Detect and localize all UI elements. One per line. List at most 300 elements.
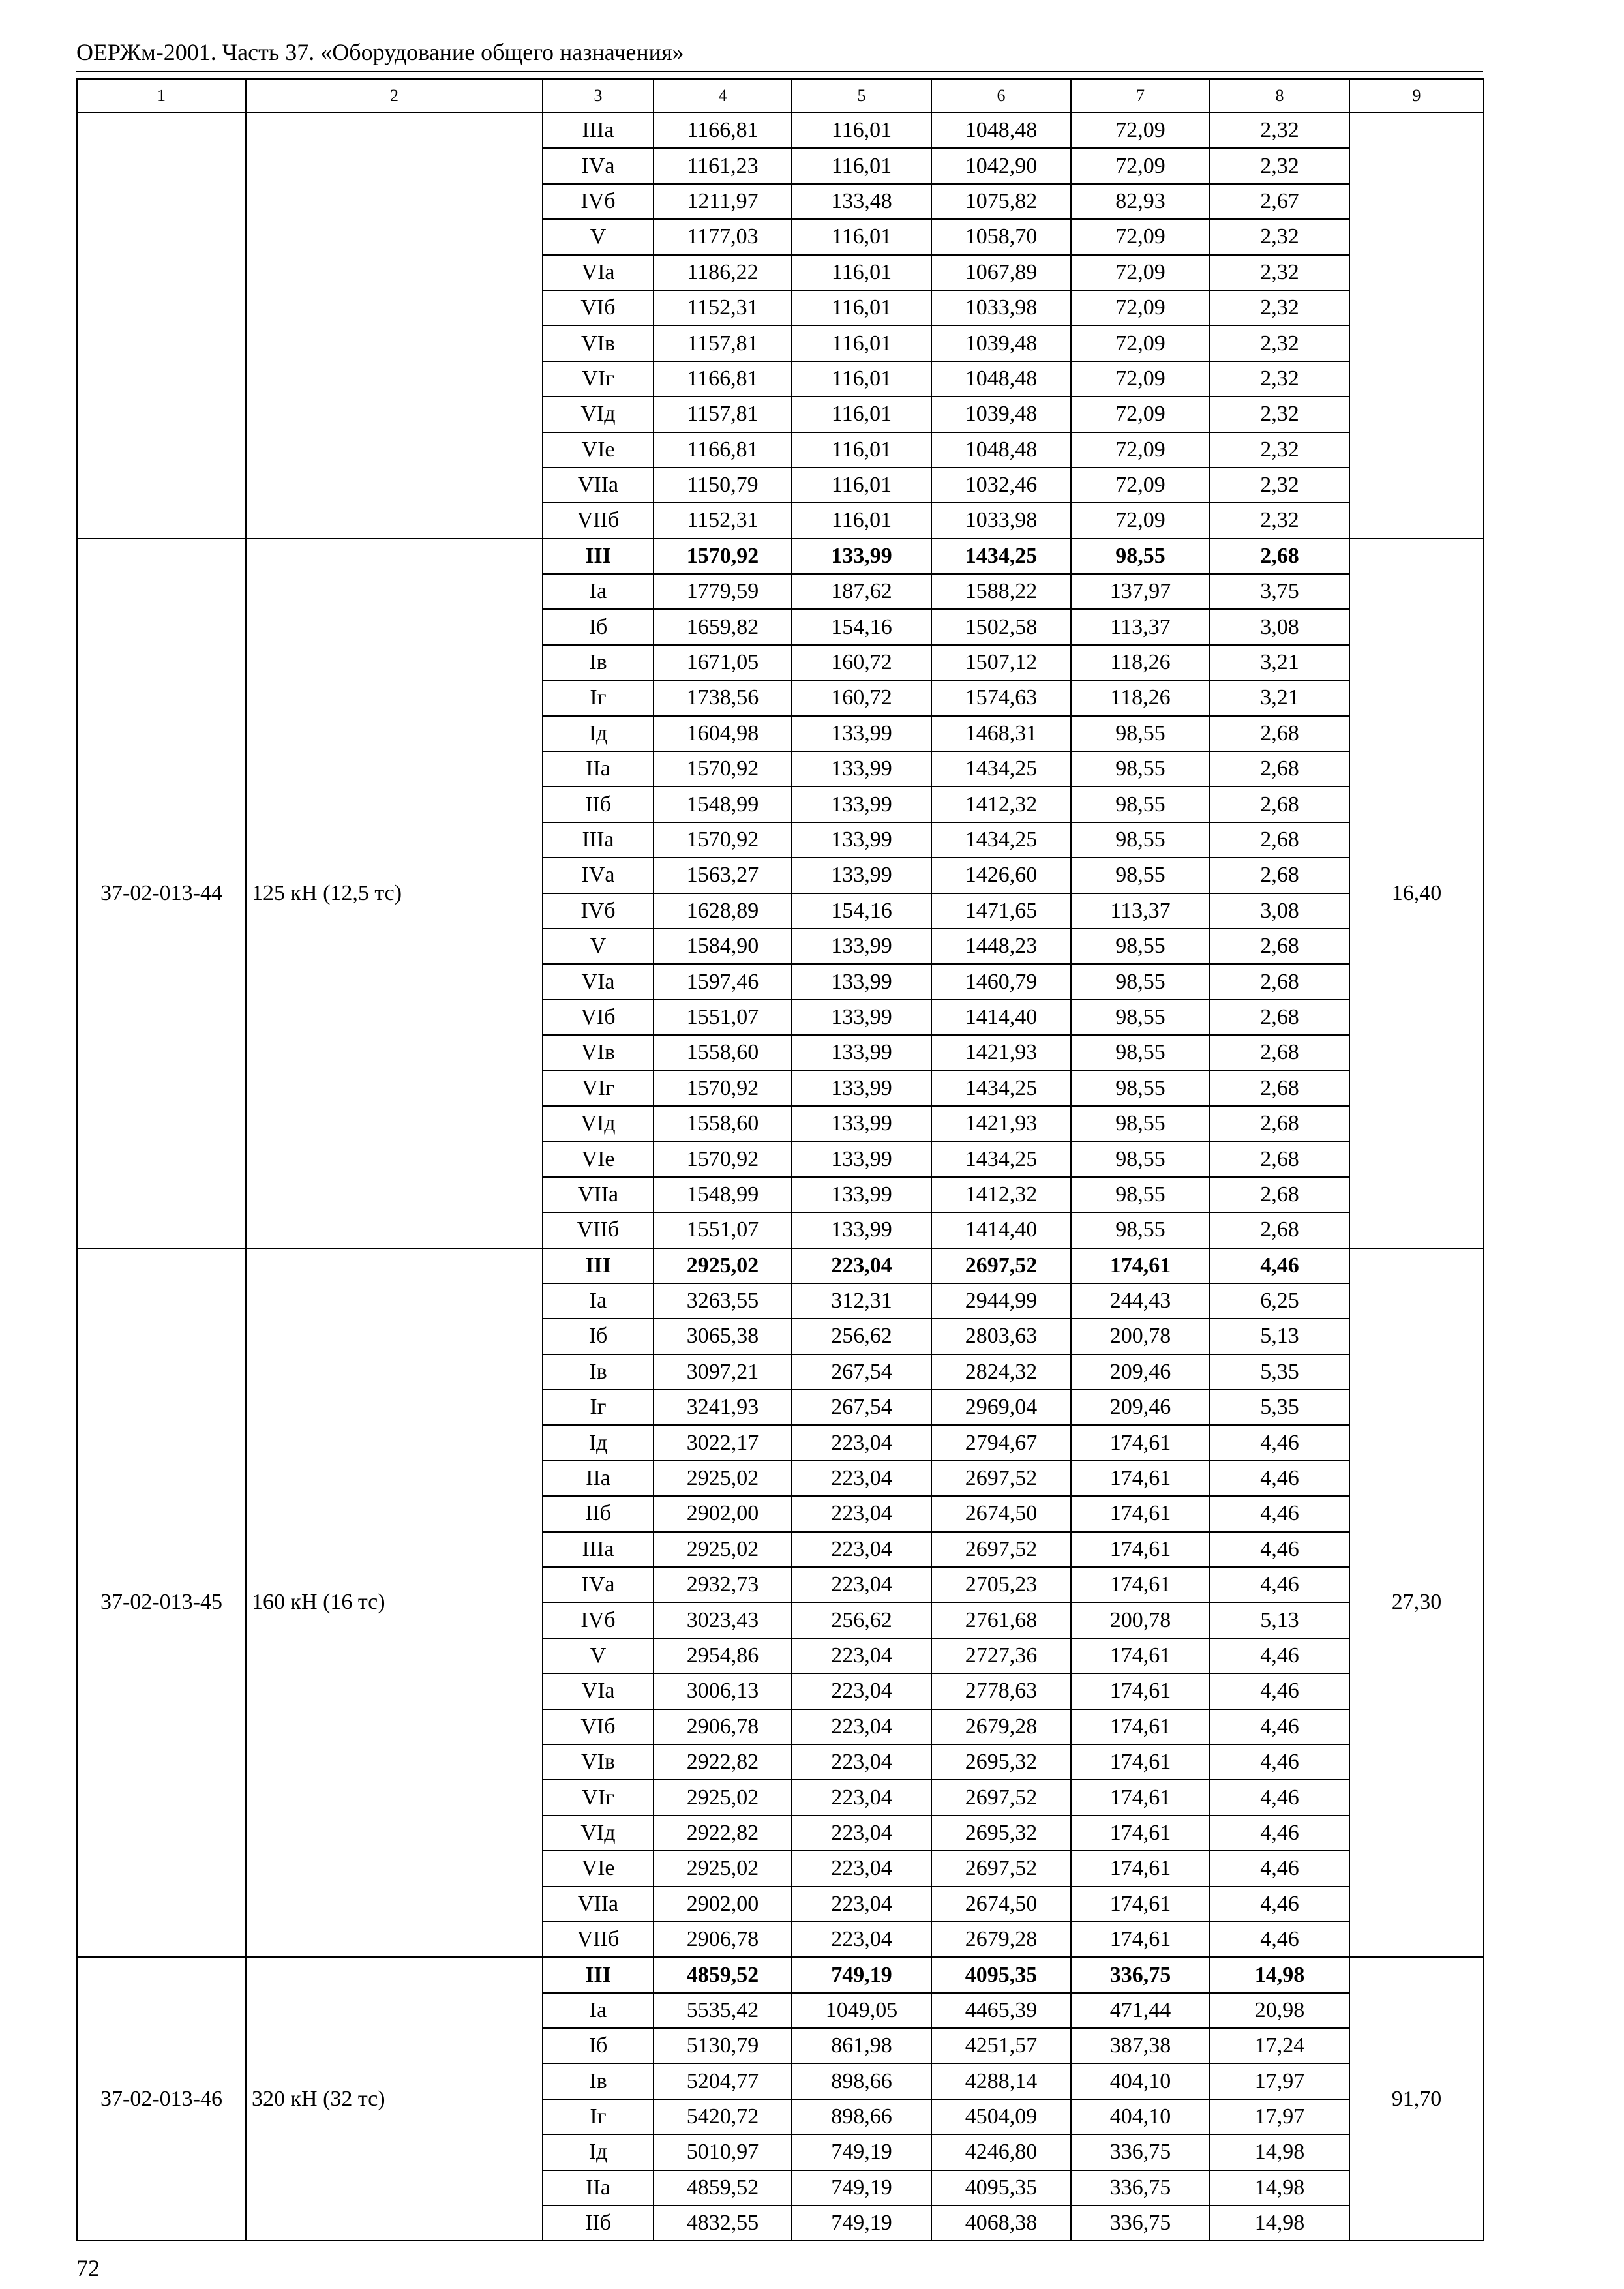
value-cell: 2932,73	[654, 1567, 792, 1602]
value-cell: 3263,55	[654, 1283, 792, 1319]
value-cell: 174,61	[1071, 1816, 1210, 1851]
value-cell: 2803,63	[931, 1319, 1071, 1354]
value-cell: 2695,32	[931, 1816, 1071, 1851]
value-cell: 2697,52	[931, 1780, 1071, 1815]
value-cell: 72,09	[1071, 290, 1210, 325]
value-cell: 3,08	[1210, 609, 1349, 644]
value-cell: 72,09	[1071, 113, 1210, 148]
value-cell: 6,25	[1210, 1283, 1349, 1319]
value-cell: 3,21	[1210, 680, 1349, 715]
variant-cell: VIе	[543, 432, 654, 468]
value-cell: 3241,93	[654, 1390, 792, 1425]
value-cell: 1738,56	[654, 680, 792, 715]
total-cell	[1349, 113, 1484, 539]
value-cell: 133,99	[792, 786, 931, 822]
value-cell: 116,01	[792, 468, 931, 503]
value-cell: 98,55	[1071, 1035, 1210, 1070]
total-cell: 27,30	[1349, 1248, 1484, 1958]
value-cell: 1570,92	[654, 1141, 792, 1176]
value-cell: 1471,65	[931, 893, 1071, 929]
value-cell: 2,68	[1210, 786, 1349, 822]
value-cell: 2,68	[1210, 929, 1349, 964]
value-cell: 2,32	[1210, 219, 1349, 254]
variant-cell: III	[543, 539, 654, 574]
value-cell: 2,32	[1210, 148, 1349, 183]
value-cell: 2,32	[1210, 468, 1349, 503]
value-cell: 336,75	[1071, 2206, 1210, 2241]
value-cell: 1421,93	[931, 1106, 1071, 1141]
variant-cell: VIIб	[543, 503, 654, 538]
value-cell: 116,01	[792, 148, 931, 183]
value-cell: 1049,05	[792, 1993, 931, 2028]
value-cell: 2902,00	[654, 1887, 792, 1922]
value-cell: 4832,55	[654, 2206, 792, 2241]
value-cell: 98,55	[1071, 929, 1210, 964]
value-cell: 5010,97	[654, 2134, 792, 2170]
value-cell: 1570,92	[654, 822, 792, 858]
value-cell: 861,98	[792, 2028, 931, 2063]
value-cell: 133,99	[792, 1106, 931, 1141]
value-cell: 3,08	[1210, 893, 1349, 929]
variant-cell: IVа	[543, 1567, 654, 1602]
page-header-title: ОЕРЖм-2001. Часть 37. «Оборудование общего назначения»	[76, 39, 684, 65]
value-cell: 2906,78	[654, 1922, 792, 1957]
value-cell: 1039,48	[931, 396, 1071, 432]
value-cell: 133,99	[792, 1212, 931, 1248]
value-cell: 174,61	[1071, 1248, 1210, 1283]
value-cell: 2906,78	[654, 1709, 792, 1744]
value-cell: 4,46	[1210, 1638, 1349, 1673]
value-cell: 118,26	[1071, 645, 1210, 680]
value-cell: 3,21	[1210, 645, 1349, 680]
value-cell: 1414,40	[931, 1000, 1071, 1035]
value-cell: 1671,05	[654, 645, 792, 680]
value-cell: 14,98	[1210, 2134, 1349, 2170]
value-cell: 223,04	[792, 1851, 931, 1886]
value-cell: 116,01	[792, 361, 931, 396]
value-cell: 116,01	[792, 290, 931, 325]
variant-cell: V	[543, 929, 654, 964]
value-cell: 174,61	[1071, 1567, 1210, 1602]
value-cell: 2902,00	[654, 1496, 792, 1531]
value-cell: 1434,25	[931, 539, 1071, 574]
value-cell: 223,04	[792, 1673, 931, 1709]
value-cell: 133,99	[792, 716, 931, 751]
variant-cell: Iг	[543, 2099, 654, 2134]
value-cell: 20,98	[1210, 1993, 1349, 2028]
variant-cell: Iв	[543, 1354, 654, 1390]
value-cell: 98,55	[1071, 751, 1210, 786]
value-cell: 4,46	[1210, 1709, 1349, 1744]
value-cell: 174,61	[1071, 1851, 1210, 1886]
value-cell: 72,09	[1071, 468, 1210, 503]
variant-cell: VIб	[543, 1000, 654, 1035]
variant-cell: IVа	[543, 858, 654, 893]
value-cell: 1412,32	[931, 1177, 1071, 1212]
value-cell: 223,04	[792, 1887, 931, 1922]
variant-cell: IVа	[543, 148, 654, 183]
value-cell: 2,68	[1210, 1212, 1349, 1248]
variant-cell: IIIа	[543, 113, 654, 148]
value-cell: 1152,31	[654, 290, 792, 325]
value-cell: 72,09	[1071, 361, 1210, 396]
value-cell: 160,72	[792, 680, 931, 715]
value-cell: 1548,99	[654, 1177, 792, 1212]
value-cell: 2,68	[1210, 822, 1349, 858]
table-body	[77, 79, 1484, 2241]
value-cell: 5,35	[1210, 1354, 1349, 1390]
value-cell: 133,99	[792, 751, 931, 786]
value-cell: 200,78	[1071, 1319, 1210, 1354]
value-cell: 223,04	[792, 1532, 931, 1567]
variant-cell: VIIа	[543, 1177, 654, 1212]
variant-cell: VIд	[543, 1106, 654, 1141]
variant-cell: IIб	[543, 2206, 654, 2241]
value-cell: 223,04	[792, 1638, 931, 1673]
column-number: 6	[931, 79, 1071, 113]
value-cell: 1468,31	[931, 716, 1071, 751]
value-cell: 749,19	[792, 1957, 931, 1992]
value-cell: 133,99	[792, 964, 931, 999]
page-number: 72	[76, 2255, 100, 2281]
value-cell: 1157,81	[654, 325, 792, 361]
variant-cell: Iг	[543, 1390, 654, 1425]
value-cell: 3065,38	[654, 1319, 792, 1354]
value-cell: 1033,98	[931, 290, 1071, 325]
value-cell: 2761,68	[931, 1602, 1071, 1638]
variant-cell: Iб	[543, 2028, 654, 2063]
value-cell: 4,46	[1210, 1744, 1349, 1780]
value-cell: 2697,52	[931, 1248, 1071, 1283]
value-cell: 1211,97	[654, 184, 792, 219]
variant-cell: Iв	[543, 2063, 654, 2099]
value-cell: 3,75	[1210, 574, 1349, 609]
value-cell: 5,13	[1210, 1602, 1349, 1638]
value-cell: 133,99	[792, 858, 931, 893]
value-cell: 174,61	[1071, 1496, 1210, 1531]
value-cell: 1426,60	[931, 858, 1071, 893]
value-cell: 1186,22	[654, 255, 792, 290]
variant-cell: IIа	[543, 1461, 654, 1496]
value-cell: 4859,52	[654, 2170, 792, 2206]
value-cell: 98,55	[1071, 1141, 1210, 1176]
value-cell: 223,04	[792, 1461, 931, 1496]
value-cell: 98,55	[1071, 716, 1210, 751]
value-cell: 1412,32	[931, 786, 1071, 822]
variant-cell: VIг	[543, 1071, 654, 1106]
value-cell: 312,31	[792, 1283, 931, 1319]
value-cell: 174,61	[1071, 1922, 1210, 1957]
value-cell: 17,97	[1210, 2063, 1349, 2099]
value-cell: 2,32	[1210, 396, 1349, 432]
variant-cell: IVб	[543, 1602, 654, 1638]
value-cell: 98,55	[1071, 1106, 1210, 1141]
variant-cell: IIб	[543, 1496, 654, 1531]
value-cell: 256,62	[792, 1602, 931, 1638]
value-cell: 137,97	[1071, 574, 1210, 609]
header-rule	[76, 71, 1483, 72]
value-cell: 4,46	[1210, 1816, 1349, 1851]
value-cell: 336,75	[1071, 2134, 1210, 2170]
total-cell: 91,70	[1349, 1957, 1484, 2241]
value-cell: 1166,81	[654, 113, 792, 148]
value-cell: 1548,99	[654, 786, 792, 822]
value-cell: 98,55	[1071, 539, 1210, 574]
value-cell: 4095,35	[931, 2170, 1071, 2206]
variant-cell: VIг	[543, 1780, 654, 1815]
value-cell: 2,68	[1210, 1106, 1349, 1141]
value-cell: 2,68	[1210, 539, 1349, 574]
value-cell: 2,32	[1210, 255, 1349, 290]
value-cell: 98,55	[1071, 1000, 1210, 1035]
value-cell: 2,32	[1210, 113, 1349, 148]
value-cell: 1588,22	[931, 574, 1071, 609]
value-cell: 160,72	[792, 645, 931, 680]
variant-cell: VIв	[543, 325, 654, 361]
variant-cell: VIа	[543, 1673, 654, 1709]
value-cell: 5,13	[1210, 1319, 1349, 1354]
value-cell: 5535,42	[654, 1993, 792, 2028]
value-cell: 133,99	[792, 1035, 931, 1070]
value-cell: 1048,48	[931, 361, 1071, 396]
value-cell: 174,61	[1071, 1744, 1210, 1780]
variant-cell: IIIа	[543, 822, 654, 858]
variant-cell: IIа	[543, 751, 654, 786]
column-number: 3	[543, 79, 654, 113]
value-cell: 749,19	[792, 2170, 931, 2206]
variant-cell: VIб	[543, 290, 654, 325]
variant-cell: Iг	[543, 680, 654, 715]
value-cell: 2695,32	[931, 1744, 1071, 1780]
rate-code-cell: 37-02-013-45	[77, 1248, 246, 1958]
value-cell: 2925,02	[654, 1461, 792, 1496]
value-cell: 2,68	[1210, 751, 1349, 786]
variant-cell: Iа	[543, 1993, 654, 2028]
value-cell: 1502,58	[931, 609, 1071, 644]
value-cell: 2,68	[1210, 1141, 1349, 1176]
value-cell: 4,46	[1210, 1496, 1349, 1531]
value-cell: 256,62	[792, 1319, 931, 1354]
value-cell: 1448,23	[931, 929, 1071, 964]
value-cell: 223,04	[792, 1248, 931, 1283]
value-cell: 2,68	[1210, 716, 1349, 751]
value-cell: 4,46	[1210, 1922, 1349, 1957]
value-cell: 2925,02	[654, 1248, 792, 1283]
value-cell: 1434,25	[931, 1071, 1071, 1106]
variant-cell: VIе	[543, 1851, 654, 1886]
value-cell: 2925,02	[654, 1780, 792, 1815]
value-cell: 72,09	[1071, 396, 1210, 432]
value-cell: 17,97	[1210, 2099, 1349, 2134]
value-cell: 4504,09	[931, 2099, 1071, 2134]
value-cell: 1434,25	[931, 1141, 1071, 1176]
value-cell: 5,35	[1210, 1390, 1349, 1425]
value-cell: 1570,92	[654, 751, 792, 786]
value-cell: 4,46	[1210, 1248, 1349, 1283]
value-cell: 133,99	[792, 1177, 931, 1212]
variant-cell: VIд	[543, 396, 654, 432]
value-cell: 1414,40	[931, 1212, 1071, 1248]
value-cell: 2794,67	[931, 1425, 1071, 1460]
value-cell: 2697,52	[931, 1532, 1071, 1567]
table-row	[77, 1957, 1484, 1992]
value-cell: 223,04	[792, 1780, 931, 1815]
value-cell: 2824,32	[931, 1354, 1071, 1390]
value-cell: 1597,46	[654, 964, 792, 999]
value-cell: 1039,48	[931, 325, 1071, 361]
variant-cell: Iд	[543, 1425, 654, 1460]
value-cell: 336,75	[1071, 1957, 1210, 1992]
value-cell: 1042,90	[931, 148, 1071, 183]
variant-cell: IVб	[543, 893, 654, 929]
value-cell: 471,44	[1071, 1993, 1210, 2028]
value-cell: 267,54	[792, 1354, 931, 1390]
value-cell: 2,68	[1210, 1177, 1349, 1212]
value-cell: 5204,77	[654, 2063, 792, 2099]
value-cell: 133,99	[792, 1071, 931, 1106]
value-cell: 4859,52	[654, 1957, 792, 1992]
value-cell: 5130,79	[654, 2028, 792, 2063]
value-cell: 1048,48	[931, 113, 1071, 148]
value-cell: 1628,89	[654, 893, 792, 929]
value-cell: 4,46	[1210, 1673, 1349, 1709]
value-cell: 1058,70	[931, 219, 1071, 254]
value-cell: 898,66	[792, 2099, 931, 2134]
value-cell: 749,19	[792, 2134, 931, 2170]
variant-cell: IIIа	[543, 1532, 654, 1567]
rate-code-cell: 37-02-013-46	[77, 1957, 246, 2241]
value-cell: 133,99	[792, 1000, 931, 1035]
value-cell: 4288,14	[931, 2063, 1071, 2099]
value-cell: 4,46	[1210, 1780, 1349, 1815]
value-cell: 1574,63	[931, 680, 1071, 715]
value-cell: 1434,25	[931, 751, 1071, 786]
value-cell: 1460,79	[931, 964, 1071, 999]
variant-cell: IIа	[543, 2170, 654, 2206]
value-cell: 98,55	[1071, 1071, 1210, 1106]
variant-cell: Iд	[543, 2134, 654, 2170]
value-cell: 133,99	[792, 822, 931, 858]
value-cell: 2944,99	[931, 1283, 1071, 1319]
value-cell: 116,01	[792, 219, 931, 254]
value-cell: 404,10	[1071, 2099, 1210, 2134]
value-cell: 2954,86	[654, 1638, 792, 1673]
value-cell: 5420,72	[654, 2099, 792, 2134]
value-cell: 113,37	[1071, 893, 1210, 929]
value-cell: 133,99	[792, 929, 931, 964]
table-row	[77, 539, 1484, 574]
value-cell: 154,16	[792, 609, 931, 644]
variant-cell: III	[543, 1248, 654, 1283]
value-cell: 1166,81	[654, 361, 792, 396]
value-cell: 187,62	[792, 574, 931, 609]
value-cell: 1421,93	[931, 1035, 1071, 1070]
value-cell: 1161,23	[654, 148, 792, 183]
value-cell: 1032,46	[931, 468, 1071, 503]
value-cell: 133,99	[792, 1141, 931, 1176]
rate-name-cell: 125 кН (12,5 тс)	[246, 539, 543, 1248]
value-cell: 4095,35	[931, 1957, 1071, 1992]
value-cell: 2,32	[1210, 361, 1349, 396]
value-cell: 2679,28	[931, 1709, 1071, 1744]
value-cell: 1570,92	[654, 539, 792, 574]
value-cell: 2,68	[1210, 1071, 1349, 1106]
value-cell: 2925,02	[654, 1851, 792, 1886]
value-cell: 4,46	[1210, 1887, 1349, 1922]
value-cell: 404,10	[1071, 2063, 1210, 2099]
value-cell: 3097,21	[654, 1354, 792, 1390]
value-cell: 1604,98	[654, 716, 792, 751]
value-cell: 116,01	[792, 113, 931, 148]
value-cell: 2679,28	[931, 1922, 1071, 1957]
value-cell: 2727,36	[931, 1638, 1071, 1673]
variant-cell: VIIа	[543, 468, 654, 503]
value-cell: 72,09	[1071, 503, 1210, 538]
value-cell: 98,55	[1071, 964, 1210, 999]
value-cell: 98,55	[1071, 786, 1210, 822]
value-cell: 1166,81	[654, 432, 792, 468]
value-cell: 267,54	[792, 1390, 931, 1425]
value-cell: 1177,03	[654, 219, 792, 254]
value-cell: 223,04	[792, 1816, 931, 1851]
value-cell: 1434,25	[931, 822, 1071, 858]
value-cell: 2,68	[1210, 1035, 1349, 1070]
value-cell: 3023,43	[654, 1602, 792, 1638]
value-cell: 223,04	[792, 1709, 931, 1744]
variant-cell: Iа	[543, 574, 654, 609]
value-cell: 1563,27	[654, 858, 792, 893]
variant-cell: VIе	[543, 1141, 654, 1176]
variant-cell: Iб	[543, 1319, 654, 1354]
variant-cell: VIв	[543, 1035, 654, 1070]
value-cell: 2,68	[1210, 858, 1349, 893]
value-cell: 116,01	[792, 325, 931, 361]
column-number: 7	[1071, 79, 1210, 113]
value-cell: 3006,13	[654, 1673, 792, 1709]
value-cell: 2922,82	[654, 1744, 792, 1780]
value-cell: 98,55	[1071, 1212, 1210, 1248]
value-cell: 2,68	[1210, 964, 1349, 999]
value-cell: 72,09	[1071, 325, 1210, 361]
variant-cell: IIб	[543, 786, 654, 822]
value-cell: 244,43	[1071, 1283, 1210, 1319]
value-cell: 14,98	[1210, 2170, 1349, 2206]
value-cell: 1507,12	[931, 645, 1071, 680]
value-cell: 4,46	[1210, 1425, 1349, 1460]
variant-cell: Iд	[543, 716, 654, 751]
value-cell: 2705,23	[931, 1567, 1071, 1602]
column-number: 4	[654, 79, 792, 113]
value-cell: 116,01	[792, 503, 931, 538]
column-number: 2	[246, 79, 543, 113]
value-cell: 4465,39	[931, 1993, 1071, 2028]
value-cell: 4,46	[1210, 1851, 1349, 1886]
variant-cell: Iв	[543, 645, 654, 680]
variant-cell: VIа	[543, 964, 654, 999]
value-cell: 118,26	[1071, 680, 1210, 715]
value-cell: 209,46	[1071, 1390, 1210, 1425]
value-cell: 1779,59	[654, 574, 792, 609]
value-cell: 174,61	[1071, 1425, 1210, 1460]
value-cell: 14,98	[1210, 2206, 1349, 2241]
rate-code-cell	[77, 113, 246, 539]
variant-cell: Iб	[543, 609, 654, 644]
value-cell: 1659,82	[654, 609, 792, 644]
variant-cell: V	[543, 219, 654, 254]
value-cell: 98,55	[1071, 1177, 1210, 1212]
value-cell: 1558,60	[654, 1106, 792, 1141]
value-cell: 1551,07	[654, 1000, 792, 1035]
